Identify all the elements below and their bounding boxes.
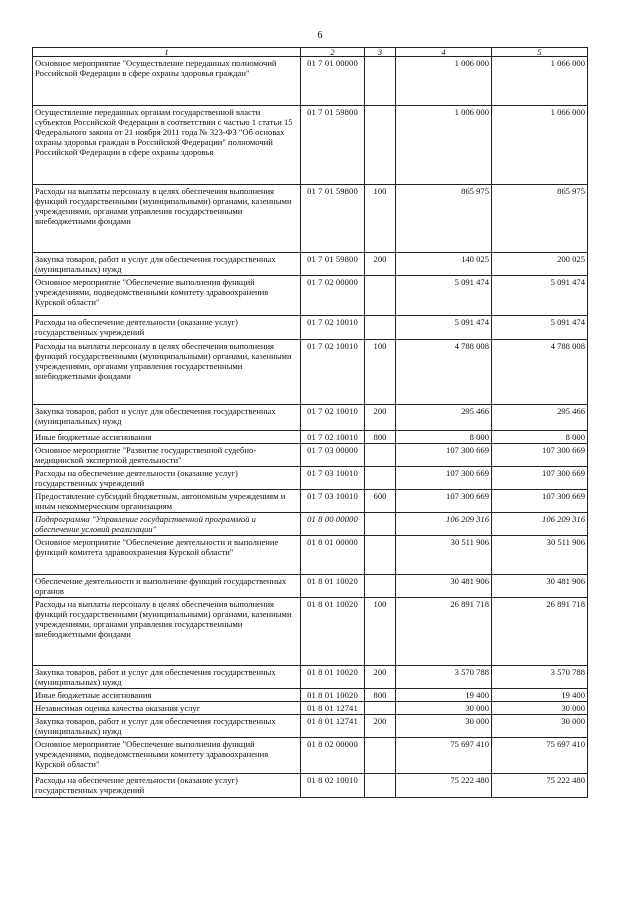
- row-expense-type-cell: [365, 106, 396, 185]
- row-expense-type-cell: [365, 702, 396, 715]
- row-code-cell: 01 7 02 10010: [301, 316, 365, 340]
- row-amount-col4-cell: 1 006 000: [396, 106, 492, 185]
- table-row: [33, 490, 588, 513]
- table-row: [33, 702, 588, 715]
- table-row: [33, 666, 588, 689]
- table-row: [33, 575, 588, 598]
- row-expense-type-cell: 600: [365, 490, 396, 513]
- row-amount-col4-cell: 26 891 718: [396, 598, 492, 666]
- row-expense-type-cell: 100: [365, 340, 396, 405]
- row-name-cell: Предоставление субсидий бюджетным, автономным учреждениям и иным некоммерческим организациям: [33, 490, 301, 513]
- row-expense-type-cell: 200: [365, 666, 396, 689]
- row-code-cell: 01 8 01 12741: [301, 702, 365, 715]
- row-expense-type-cell: 800: [365, 431, 396, 444]
- row-amount-col4-cell: 75 222 480: [396, 774, 492, 798]
- table-row: [33, 715, 588, 738]
- row-amount-col5-cell: 107 300 669: [492, 467, 588, 490]
- row-name-cell: Расходы на обеспечение деятельности (оказание услуг) государственных учреждений: [33, 774, 301, 798]
- row-code-cell: 01 7 01 59800: [301, 185, 365, 253]
- row-amount-col4-cell: 865 975: [396, 185, 492, 253]
- table-row: [33, 106, 588, 185]
- row-code-cell: 01 7 02 00000: [301, 276, 365, 316]
- row-amount-col4-cell: 30 481 906: [396, 575, 492, 598]
- table-row: [33, 738, 588, 774]
- row-code-cell: 01 8 01 12741: [301, 715, 365, 738]
- row-expense-type-cell: [365, 774, 396, 798]
- row-amount-col5-cell: 1 066 000: [492, 57, 588, 106]
- row-amount-col5-cell: 30 481 906: [492, 575, 588, 598]
- row-code-cell: 01 7 02 10010: [301, 405, 365, 431]
- table-row: [33, 253, 588, 276]
- row-amount-col5-cell: 107 300 669: [492, 444, 588, 467]
- table-row: [33, 57, 588, 106]
- row-amount-col5-cell: 30 511 906: [492, 536, 588, 575]
- row-amount-col4-cell: 106 209 316: [396, 513, 492, 536]
- row-name-cell: Иные бюджетные ассигнования: [33, 689, 301, 702]
- row-amount-col5-cell: 107 300 669: [492, 490, 588, 513]
- row-amount-col5-cell: 26 891 718: [492, 598, 588, 666]
- row-amount-col4-cell: 3 570 788: [396, 666, 492, 689]
- table-row: [33, 774, 588, 798]
- row-code-cell: 01 7 01 00000: [301, 57, 365, 106]
- row-code-cell: 01 7 03 00000: [301, 444, 365, 467]
- row-expense-type-cell: 100: [365, 598, 396, 666]
- column-header-1: 1: [33, 48, 301, 57]
- row-code-cell: 01 8 01 00000: [301, 536, 365, 575]
- row-code-cell: 01 8 00 00000: [301, 513, 365, 536]
- row-code-cell: 01 7 01 59800: [301, 106, 365, 185]
- row-amount-col5-cell: 200 025: [492, 253, 588, 276]
- row-name-cell: Основное мероприятие "Обеспечение выполнения функций учреждениями, подведомственными комитету здравоохранения Курской области": [33, 738, 301, 774]
- row-amount-col5-cell: 75 697 410: [492, 738, 588, 774]
- row-code-cell: 01 8 02 10010: [301, 774, 365, 798]
- row-name-cell: Основное мероприятие "Обеспечение деятельности и выполнение функций комитета здравоохранения Курской области": [33, 536, 301, 575]
- column-header-5: 5: [492, 48, 588, 57]
- row-amount-col5-cell: 19 400: [492, 689, 588, 702]
- table-row: [33, 536, 588, 575]
- row-amount-col5-cell: 5 091 474: [492, 316, 588, 340]
- row-amount-col5-cell: 295 466: [492, 405, 588, 431]
- row-amount-col4-cell: 30 000: [396, 702, 492, 715]
- row-name-cell: Расходы на выплаты персоналу в целях обеспечения выполнения функций государственными (муниципальными) органами, казенными учреждениями, органами управления государственными внебюджетными фондами: [33, 598, 301, 666]
- row-amount-col4-cell: 30 511 906: [396, 536, 492, 575]
- row-amount-col4-cell: 30 000: [396, 715, 492, 738]
- row-name-cell: Расходы на обеспечение деятельности (оказание услуг) государственных учреждений: [33, 316, 301, 340]
- row-expense-type-cell: [365, 536, 396, 575]
- row-code-cell: 01 7 02 10010: [301, 431, 365, 444]
- row-code-cell: 01 7 02 10010: [301, 340, 365, 405]
- row-amount-col4-cell: 5 091 474: [396, 276, 492, 316]
- row-name-cell: Основное мероприятие "Развитие государственной судебно-медицинской экспертной деятельности": [33, 444, 301, 467]
- page-number: 6: [317, 30, 323, 41]
- table-row: [33, 689, 588, 702]
- table-row: [33, 431, 588, 444]
- row-amount-col4-cell: 107 300 669: [396, 444, 492, 467]
- row-name-cell: Расходы на выплаты персоналу в целях обеспечения выполнения функций государственными (муниципальными) органами, казенными учреждениями, органами управления государственными внебюджетными фондами: [33, 340, 301, 405]
- row-amount-col5-cell: 5 091 474: [492, 276, 588, 316]
- row-amount-col5-cell: 4 788 008: [492, 340, 588, 405]
- row-amount-col4-cell: 5 091 474: [396, 316, 492, 340]
- row-amount-col4-cell: 19 400: [396, 689, 492, 702]
- row-amount-col4-cell: 107 300 669: [396, 490, 492, 513]
- table-row: [33, 598, 588, 666]
- row-code-cell: 01 8 01 10020: [301, 575, 365, 598]
- row-expense-type-cell: 200: [365, 715, 396, 738]
- row-name-cell: Закупка товаров, работ и услуг для обеспечения государственных (муниципальных) нужд: [33, 253, 301, 276]
- row-expense-type-cell: [365, 738, 396, 774]
- row-code-cell: 01 7 01 59800: [301, 253, 365, 276]
- row-code-cell: 01 7 03 10010: [301, 467, 365, 490]
- row-name-cell: Расходы на обеспечение деятельности (оказание услуг) государственных учреждений: [33, 467, 301, 490]
- row-expense-type-cell: 200: [365, 405, 396, 431]
- row-name-cell: Основное мероприятие "Обеспечение выполнения функций учреждениями, подведомственными комитету здравоохранения Курской области": [33, 276, 301, 316]
- row-name-cell: Осуществление переданных органам государственной власти субъектов Российской Федерации в соответствии с частью 1 статьи 15 Федерального закона от 21 ноября 2011 года № 323-ФЗ "Об основах охраны здоровья граждан в Российской Федерации" полномочий Российской Федерации в сфере охраны здоровья: [33, 106, 301, 185]
- column-header-2: 2: [301, 48, 365, 57]
- row-amount-col5-cell: 865 975: [492, 185, 588, 253]
- row-name-cell: Обеспечение деятельности и выполнение функций государственных органов: [33, 575, 301, 598]
- table-row: [33, 405, 588, 431]
- row-amount-col4-cell: 8 000: [396, 431, 492, 444]
- row-amount-col5-cell: 30 000: [492, 702, 588, 715]
- table-row: [33, 513, 588, 536]
- row-expense-type-cell: 800: [365, 689, 396, 702]
- row-name-cell: Закупка товаров, работ и услуг для обеспечения государственных (муниципальных) нужд: [33, 715, 301, 738]
- table-row: [33, 276, 588, 316]
- row-expense-type-cell: [365, 316, 396, 340]
- row-amount-col4-cell: 4 788 008: [396, 340, 492, 405]
- row-amount-col5-cell: 75 222 480: [492, 774, 588, 798]
- row-amount-col5-cell: 1 066 000: [492, 106, 588, 185]
- row-name-cell: Расходы на выплаты персоналу в целях обеспечения выполнения функций государственными (муниципальными) органами, казенными учреждениями, органами управления государственными внебюджетными фондами: [33, 185, 301, 253]
- row-code-cell: 01 8 02 00000: [301, 738, 365, 774]
- table-row: [33, 185, 588, 253]
- row-name-cell: Закупка товаров, работ и услуг для обеспечения государственных (муниципальных) нужд: [33, 666, 301, 689]
- table-header-row: [33, 48, 588, 57]
- row-expense-type-cell: 200: [365, 253, 396, 276]
- table-row: [33, 444, 588, 467]
- row-code-cell: 01 8 01 10020: [301, 666, 365, 689]
- row-code-cell: 01 8 01 10020: [301, 689, 365, 702]
- row-code-cell: 01 7 03 10010: [301, 490, 365, 513]
- row-name-cell: Подпрограмма "Управление государственной программой и обеспечение условий реализации": [33, 513, 301, 536]
- row-amount-col4-cell: 140 025: [396, 253, 492, 276]
- row-amount-col5-cell: 30 000: [492, 715, 588, 738]
- row-expense-type-cell: [365, 444, 396, 467]
- row-amount-col5-cell: 106 209 316: [492, 513, 588, 536]
- row-amount-col5-cell: 8 000: [492, 431, 588, 444]
- row-name-cell: Закупка товаров, работ и услуг для обеспечения государственных (муниципальных) нужд: [33, 405, 301, 431]
- table-row: [33, 340, 588, 405]
- row-expense-type-cell: [365, 467, 396, 490]
- row-expense-type-cell: 100: [365, 185, 396, 253]
- table-body: [33, 57, 588, 798]
- row-expense-type-cell: [365, 513, 396, 536]
- row-amount-col5-cell: 3 570 788: [492, 666, 588, 689]
- row-code-cell: 01 8 01 10020: [301, 598, 365, 666]
- budget-table: [32, 47, 588, 798]
- row-expense-type-cell: [365, 575, 396, 598]
- row-name-cell: Основное мероприятие "Осуществление переданных полномочий Российской Федерации в сфере охраны здоровья граждан": [33, 57, 301, 106]
- row-name-cell: Независимая оценка качества оказания услуг: [33, 702, 301, 715]
- column-header-4: 4: [396, 48, 492, 57]
- row-amount-col4-cell: 1 006 000: [396, 57, 492, 106]
- row-expense-type-cell: [365, 276, 396, 316]
- row-expense-type-cell: [365, 57, 396, 106]
- table-row: [33, 316, 588, 340]
- row-name-cell: Иные бюджетные ассигнования: [33, 431, 301, 444]
- row-amount-col4-cell: 75 697 410: [396, 738, 492, 774]
- row-amount-col4-cell: 295 466: [396, 405, 492, 431]
- row-amount-col4-cell: 107 300 669: [396, 467, 492, 490]
- column-header-3: 3: [365, 48, 396, 57]
- table-row: [33, 467, 588, 490]
